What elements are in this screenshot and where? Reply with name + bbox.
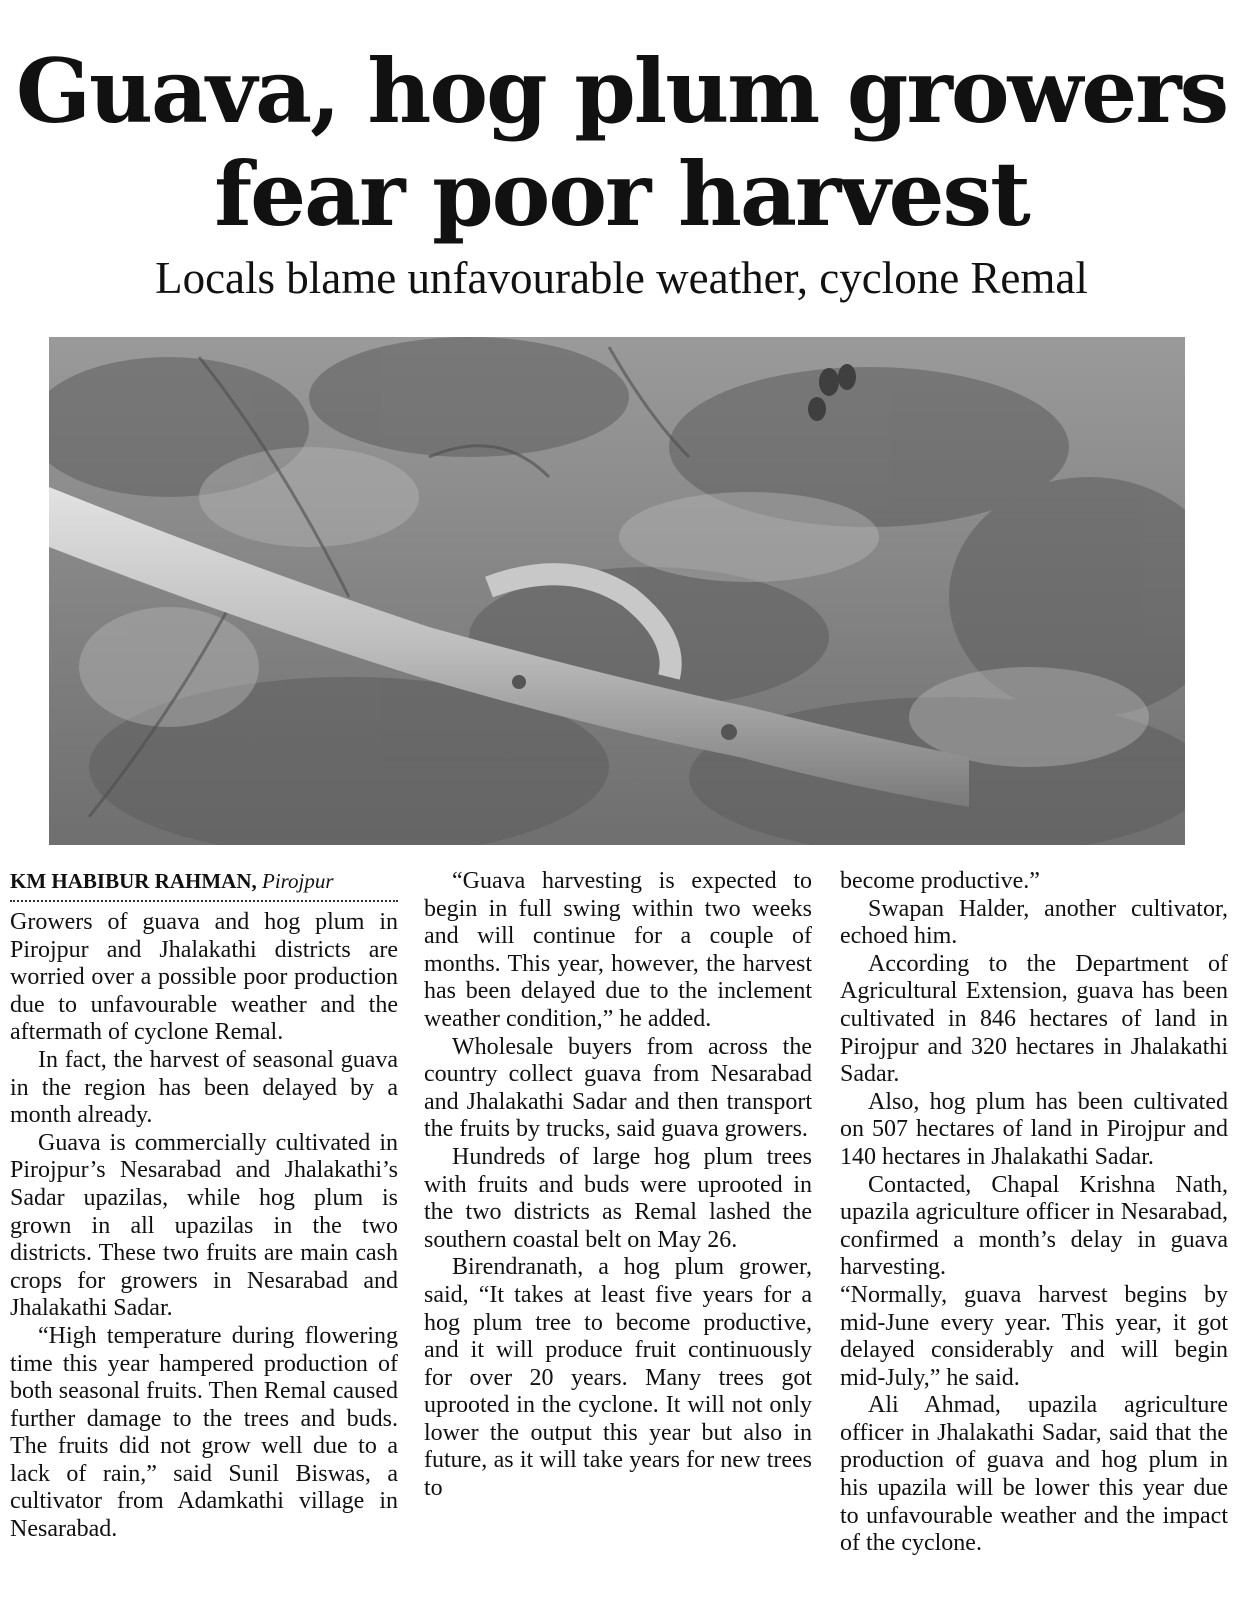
subheadline: Locals blame unfavourable weather, cyclone Remal <box>155 253 1088 303</box>
uprooted-tree-photo <box>49 337 1185 845</box>
paragraph: Guava is commercially cultivated in Pirojpur’s Nesarabad and Jhalakathi’s Sadar upazilas, while hog plum is grown in all upazilas in the two districts. These two fruits are main cash crops for growers in Nesarabad and Jhalakathi Sadar. <box>10 1129 398 1322</box>
paragraph: “Guava harvesting is expected to begin in full swing within two weeks and will continue for a couple of months. This year, however, the harvest has been delayed due to the inclement weather condition,” he added. <box>424 868 812 1032</box>
byline-author: KM HABIBUR RAHMAN, <box>10 869 257 893</box>
paragraph: Hundreds of large hog plum trees with fruits and buds were uprooted in the two districts as Remal lashed the southern coastal belt on May 26. <box>424 1143 812 1253</box>
paragraph: Also, hog plum has been cultivated on 507 hectares of land in Pirojpur and 140 hectares in Jhalakathi Sadar. <box>840 1088 1228 1170</box>
byline <box>10 868 398 902</box>
paragraph: According to the Department of Agricultural Extension, guava has been cultivated in 846 hectares of land in Pirojpur and 320 hectares in Jhalakathi Sadar. <box>840 950 1228 1088</box>
paragraph: Ali Ahmad, upazila agriculture officer in Jhalakathi Sadar, said that the production of guava and hog plum in his upazila will be lower this year due to unfavourable weather and the impact of the cyclone. <box>840 1392 1228 1557</box>
paragraph: Birendranath, a hog plum grower, said, “It takes at least five years for a hog plum tree to become productive, and it will produce fruit continuously for over 20 years. Many trees got uprooted in the cyclone. It will not only lower the output this year but also in future, as it will take years for new trees to <box>424 1254 812 1502</box>
article-column-2 <box>424 868 812 1503</box>
paragraph: become productive.” <box>840 868 1040 894</box>
paragraph: Contacted, Chapal Krishna Nath, upazila agriculture officer in Nesarabad, confirmed a month’s delay in guava harvesting. <box>840 1171 1228 1281</box>
paragraph: Growers of guava and hog plum in Pirojpur and Jhalakathi districts are worried over a possible poor production due to unfavourable weather and the aftermath of cyclone Remal. <box>10 909 398 1046</box>
paragraph: Wholesale buyers from across the country collect guava from Nesarabad and Jhalakathi Sadar and then transport the fruits by trucks, said guava growers. <box>424 1033 812 1143</box>
byline-location: Pirojpur <box>262 869 334 893</box>
article-column-3 <box>840 868 1228 1558</box>
article-column-1 <box>10 868 398 1544</box>
paragraph: “High temperature during flowering time this year hampered production of both seasonal fruits. Then Remal caused further damage to the trees and buds. The fruits did not grow well due to a lack of rain,” said Sunil Biswas, a cultivator from Adamkathi village in Nesarabad. <box>10 1322 398 1543</box>
paragraph: “Normally, guava harvest begins by mid-June every year. This year, it got delayed considerably and will begin mid-July,” he said. <box>840 1281 1228 1391</box>
paragraph: Swapan Halder, another cultivator, echoed him. <box>840 895 1228 950</box>
headline: Guava, hog plum growers fear poor harvest <box>15 39 1228 246</box>
paragraph: In fact, the harvest of seasonal guava in the region has been delayed by a month already. <box>10 1046 398 1129</box>
